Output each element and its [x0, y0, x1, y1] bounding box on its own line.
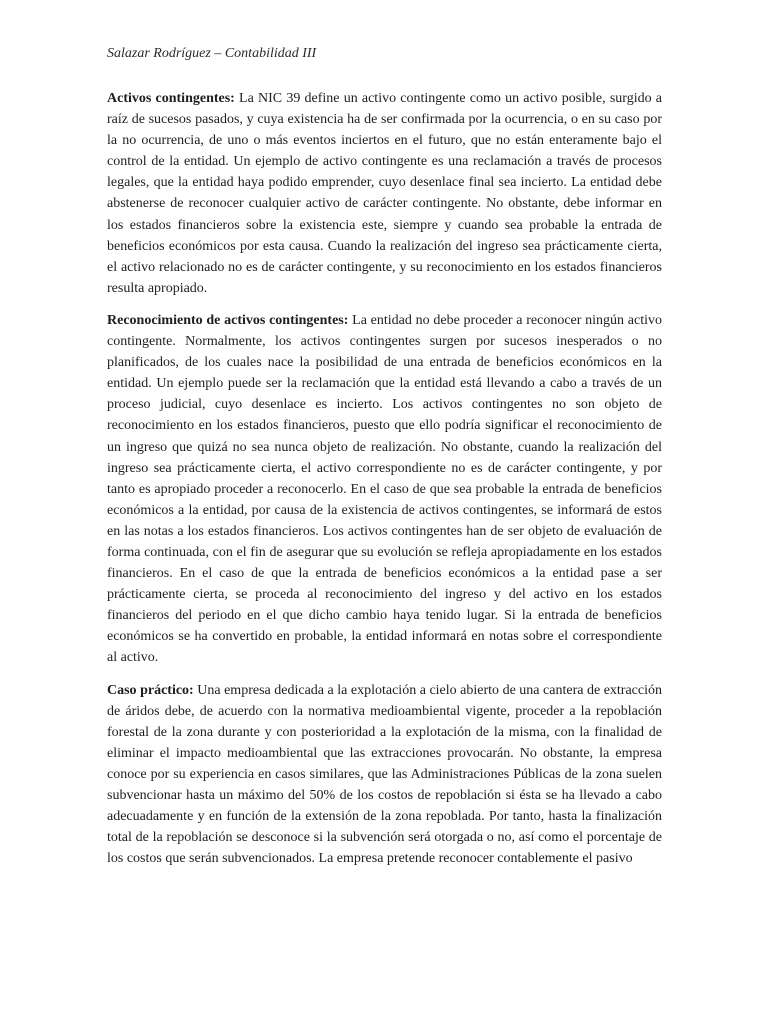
paragraph-heading: Reconocimiento de activos contingentes: [107, 312, 353, 328]
running-header: Salazar Rodríguez – Contabilidad III [107, 46, 317, 61]
paragraph-caso-practico [107, 680, 662, 870]
paragraph-heading: Caso práctico: [107, 682, 198, 698]
paragraph-body: La entidad no debe proceder a reconocer ningún activo contingente. Normalmente, los activos contingentes surgen por sucesos inesperados o no planificados, de los cuales nace la posibilidad de una entrada de beneficios económicos en la entidad. Un ejemplo puede ser la reclamación que la entidad está llevando a cabo a través de un proceso judicial, cuyo desenlace es incierto. Los activos contingentes no son objeto de reconocimiento en los estados financieros, puesto que ello podría significar el reconocimiento de un ingreso que quizá no sea nunca objeto de realización. No obstante, cuando la realización del ingreso sea prácticamente cierta, el activo correspondiente no es de carácter contingente, y por tanto es apropiado proceder a reconocerlo. En el caso de que sea probable la entrada de beneficios económicos a la entidad, por causa de la existencia de activos contingentes, se informará de estos en las notas a los estados financieros. Los activos contingentes han de ser objeto de evaluación de forma continuada, con el fin de asegurar que su evolución se refleja apropiadamente en los estados financieros. En el caso de que la entrada de beneficios económicos a la entidad pase a ser prácticamente cierta, se proceda al reconocimiento del ingreso y del activo en los estados financieros del periodo en el que dicho cambio haya tenido lugar. Si la entrada de beneficios económicos se ha convertido en probable, la entidad informará en notas sobre el correspondiente al activo. [107, 312, 662, 666]
paragraph-reconocimiento [107, 310, 662, 669]
paragraph-body: La NIC 39 define un activo contingente como un activo posible, surgido a raíz de sucesos pasados, y cuya existencia ha de ser confirmada por la ocurrencia, o en su caso por la no ocurrencia, de uno o más eventos inciertos en el futuro, que no están enteramente bajo el control de la entidad. Un ejemplo de activo contingente es una reclamación a través de procesos legales, que la entidad haya podido emprender, cuyo desenlace final sea incierto. La entidad debe abstenerse de reconocer cualquier activo de carácter contingente. No obstante, debe informar en los estados financieros sobre la existencia este, siempre y cuando sea probable la entrada de beneficios económicos por esta causa. Cuando la realización del ingreso sea prácticamente cierta, el activo relacionado no es de carácter contingente, y su reconocimiento en los estados financieros resulta apropiado. [107, 91, 662, 296]
paragraph-activos-contingentes [107, 88, 662, 299]
paragraph-body: Una empresa dedicada a la explotación a cielo abierto de una cantera de extracción de áridos debe, de acuerdo con la normativa medioambiental vigente, proceder a la repoblación forestal de la zona durante y con posterioridad a la explotación de la misma, con la finalidad de eliminar el impacto medioambiental que las extracciones provocarán. No obstante, la empresa conoce por su experiencia en casos similares, que las Administraciones Públicas de la zona suelen subvencionar hasta un máximo del 50% de los costos de repoblación si ésta se ha llevado a cabo adecuadamente y en función de la extensión de la zona repoblada. Por tanto, hasta la finalización total de la repoblación se desconoce si la subvención será otorgada o no, así como el porcentaje de los costos que serán subvencionados. La empresa pretende reconocer contablemente el pasivo [107, 682, 662, 867]
paragraph-heading: Activos contingentes: [107, 91, 240, 106]
